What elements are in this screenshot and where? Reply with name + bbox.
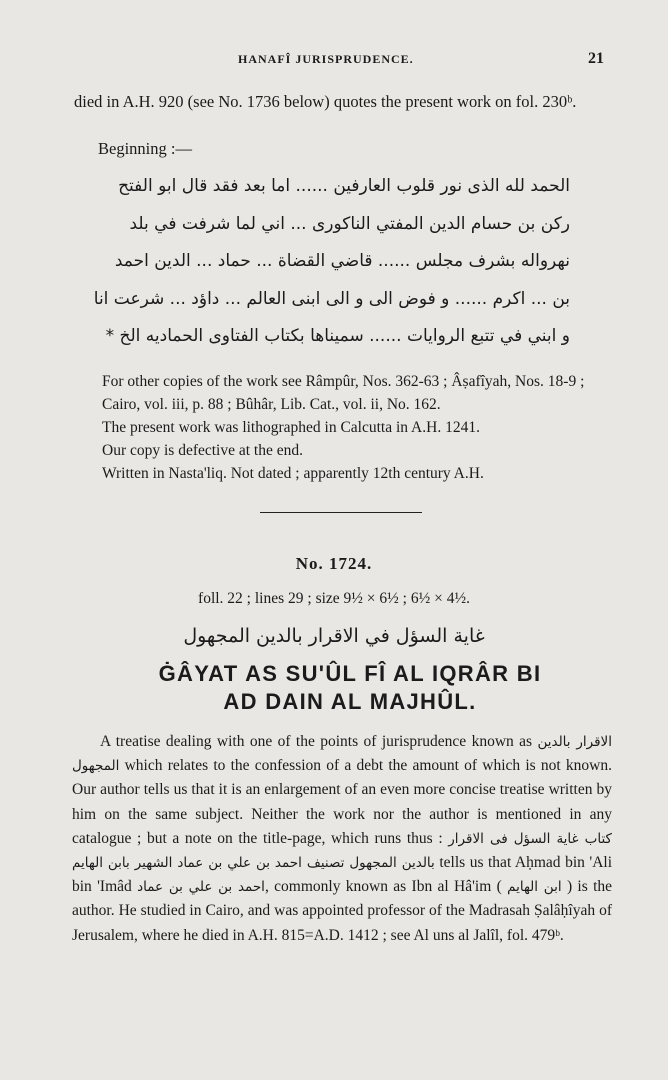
note-defective: Our copy is defective at the end. <box>102 442 303 459</box>
note-lithograph: The present work was lithographed in Calcutta in A.H. 1241. <box>102 419 480 436</box>
desc-text: tells us that Aḥmad bin 'Ali bin 'Imâd <box>72 854 613 896</box>
title-roman <box>70 660 630 716</box>
running-head <box>0 50 668 70</box>
arabic-line: و ابني في تتبع الروايات ...... سميناها بكتاب الفتاوى الحماديه الخ * <box>105 326 570 346</box>
beginning-label: Beginning :— <box>98 139 192 158</box>
desc-text: , commonly known as Ibn al Hâ'im ( <box>264 878 502 896</box>
page-number: 21 <box>588 50 604 67</box>
arabic-incipit <box>70 168 570 356</box>
desc-text: A treatise dealing with one of the points of jurisprudence known as <box>100 733 533 750</box>
desc-text: which relates to the confession of a debt the amount of which is not known. Our author tells us that it is an enlargement of an even more concise treatise written by him on the same subject. Neither the work nor the author is mentioned in any catalogue ; but a note on the title-page, which runs thus : <box>72 757 613 847</box>
entry-description <box>72 730 612 948</box>
arabic-line: ركن بن حسام الدين المفتي الناكورى ... اني لما شرفت في بلد <box>129 213 570 234</box>
desc-arabic-note: كتاب غاية السؤل فى الاقرار بالدين المجهول تصنيف احمد بن علي بن عماد الشهير بابن الهايم <box>72 830 612 872</box>
continuation-text: died in A.H. 920 (see No. 1736 below) quotes the present work on fol. 230ᵇ. <box>74 92 577 111</box>
section-divider <box>260 512 422 513</box>
desc-arabic-nisba: ابن الهايم <box>507 879 562 896</box>
bibliographic-notes <box>102 370 622 485</box>
arabic-line: الحمد لله الذى نور قلوب العارفين ...... اما بعد فقد قال ابو الفتح <box>118 176 570 196</box>
title-roman-line: ĠÂYAT AS SU'ÛL FÎ AL IQRÂR BI <box>158 661 542 686</box>
title-roman-line: AD DAIN AL MAJHÛL. <box>223 689 477 714</box>
title-arabic: غاية السؤل في الاقرار بالدين المجهول <box>183 625 485 647</box>
desc-arabic-term: الاقرار بالدين المجهول <box>72 734 612 775</box>
desc-text: ) is the author. He studied in Cairo, and was appointed professor of the Madrasah Ṣalâḥîyah of Jerusalem, where he died in A.H. 815=A.D. 1412 ; see Al uns al Jalîl, fol. 479ᵇ. <box>72 878 613 944</box>
entry-dimensions: foll. 22 ; lines 29 ; size 9½ × 6½ ; 6½ × 4½. <box>198 590 470 607</box>
note-script: Written in Nasta'liq. Not dated ; apparently 12th century A.H. <box>102 465 484 482</box>
running-title: HANAFÎ JURISPRUDENCE. <box>238 52 414 66</box>
note-copies: For other copies of the work see Râmpûr, Nos. 362-63 ; Âṣafîyah, Nos. 18-9 ; Cairo, vol. iii, p. 88 ; Bûhâr, Lib. Cat., vol. ii, No. 162. <box>102 373 585 413</box>
entry-number: No. 1724. <box>295 554 373 573</box>
arabic-line: نهرواله بشرف مجلس ...... قاضي القضاة ... حماد ... الدين احمد <box>114 251 570 271</box>
arabic-line: بن ... اكرم ...... و فوض الى و الى ابنى العالم ... داؤد ... شرعت انا <box>93 288 570 309</box>
desc-arabic-name: احمد بن علي بن عماد <box>137 879 265 896</box>
